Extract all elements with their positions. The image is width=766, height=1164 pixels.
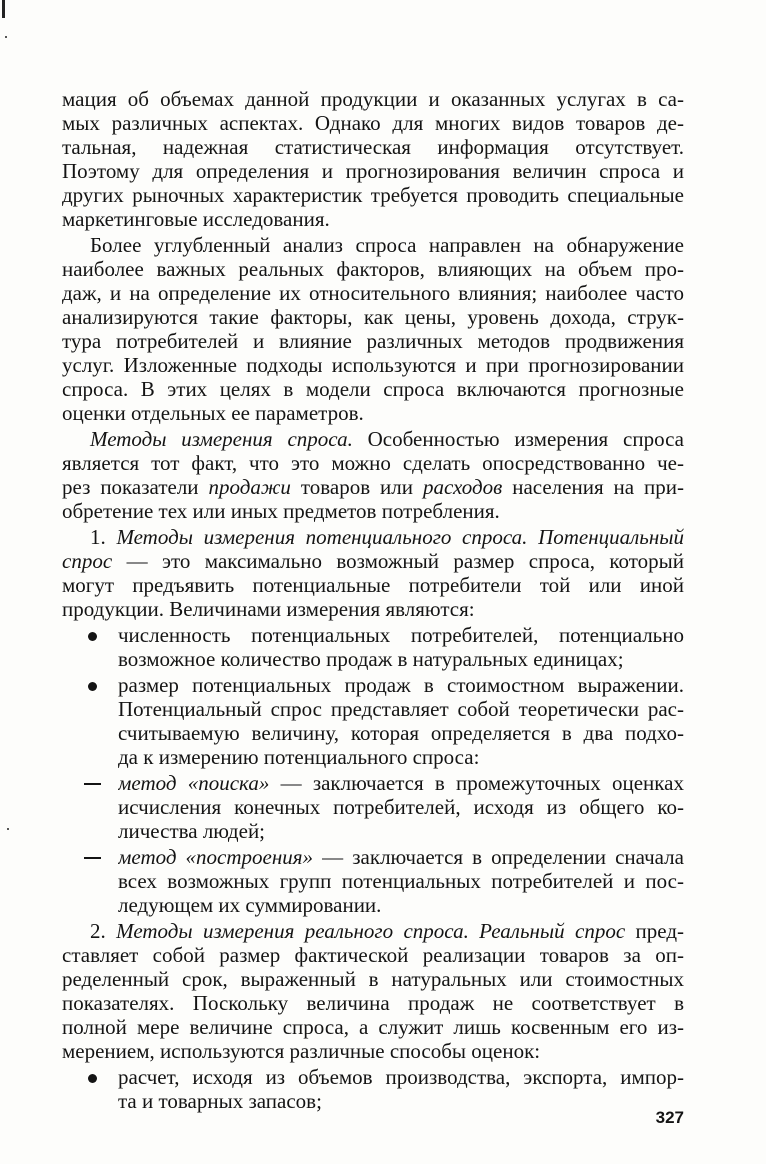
- italic-heading: Методы измерения потенциального спроса. Потенциальный: [116, 525, 684, 549]
- text-line: других рыночных характеристик требуется проводить специальные: [62, 183, 684, 207]
- italic-heading: Методы измерения спроса.: [90, 427, 353, 451]
- document-body: [62, 85, 684, 1113]
- text-line: личества людей;: [118, 819, 266, 843]
- text-line: полной мере величине спроса, а служит лишь косвенным его из-: [62, 1015, 684, 1039]
- text-line: [62, 475, 684, 499]
- text-line: обретение тех или иных предметов потребления.: [62, 499, 500, 523]
- paragraph-2: [62, 233, 684, 425]
- text-line: да к измерению потенциального спроса:: [118, 745, 480, 769]
- text-run: рез показатели: [62, 475, 209, 499]
- text-line: ределенный срок, выраженный в натуральных или стоимостных: [62, 967, 684, 991]
- text-line: наиболее важных реальных факторов, влияющих на объем про-: [62, 257, 684, 281]
- paragraph-4: [62, 525, 684, 621]
- text-line: спроса. В этих целях в модели спроса включаются прогнозные: [62, 377, 684, 401]
- text-line: тальная, надежная статистическая информация отсутствует.: [62, 135, 684, 159]
- text-line: ставляет собой размер фактической реализации товаров за оп-: [62, 943, 684, 967]
- scan-speck: [5, 36, 7, 38]
- text-line: ледующем их суммировании.: [118, 893, 382, 917]
- text-line: является тот факт, что это можно сделать опосредствованно че-: [62, 451, 684, 475]
- page-number: 327: [655, 1108, 684, 1127]
- text-line: оценки отдельных ее параметров.: [62, 401, 364, 425]
- text-line: Более углубленный анализ спроса направлен на обнаружение: [90, 233, 684, 257]
- text-line: Потенциальный спрос представляет собой теоретически рас-: [118, 697, 684, 721]
- list-number: 2.: [90, 919, 117, 943]
- text-run: — заключается в промежуточных оценках: [269, 771, 684, 795]
- italic-heading: Методы измерения реального спроса. Реальный спрос: [116, 919, 626, 943]
- text-run: — заключается в определении сначала: [313, 845, 684, 869]
- text-line: анализируются такие факторы, как цены, уровень дохода, струк-: [62, 305, 684, 329]
- text-run: — это максимально возможный размер спроса, который: [112, 549, 684, 573]
- text-run: Особенностью измерения спроса: [352, 427, 684, 451]
- paragraph-1: [62, 87, 684, 231]
- text-line: тура потребителей и влияние различных методов продвижения: [62, 329, 684, 353]
- text-line: размер потенциальных продаж в стоимостном выражении.: [118, 673, 684, 697]
- dash-item: [62, 845, 684, 917]
- scan-edge-mark: [2, 0, 5, 18]
- text-line: даж, и на определение их относительного влияния; наиболее часто: [62, 281, 684, 305]
- text-line: [62, 549, 684, 573]
- text-line: исчисления конечных потребителей, исходя из общего ко-: [118, 795, 684, 819]
- text-line: мых различных аспектах. Однако для многих видов товаров де-: [62, 111, 684, 135]
- text-line: [118, 845, 684, 869]
- text-line: [118, 771, 684, 795]
- list-number: 1.: [90, 525, 117, 549]
- text-line: мерением, используются различные способы оценок:: [62, 1039, 541, 1063]
- text-line: мация об объемах данной продукции и оказанных услугах в са-: [62, 87, 684, 111]
- text-line: считываемую величину, которая определяется в два подхо-: [118, 721, 684, 745]
- text-line: продукции. Величинами измерения являются:: [62, 597, 475, 621]
- text-line: численность потенциальных потребителей, потенциально: [118, 623, 684, 647]
- text-line: всех возможных групп потенциальных потребителей и пос-: [118, 869, 684, 893]
- bullet-item: [62, 673, 684, 769]
- text-line: маркетинговые исследования.: [62, 207, 330, 231]
- text-line: та и товарных запасов;: [118, 1089, 322, 1113]
- text-line: могут предъявить потенциальные потребители той или иной: [62, 573, 684, 597]
- paragraph-5: [62, 919, 684, 1063]
- text-line: показателях. Поскольку величина продаж не соответствует в: [62, 991, 684, 1015]
- paragraph-3: [62, 427, 684, 523]
- text-line: возможное количество продаж в натуральных единицах;: [118, 647, 624, 671]
- text-line: услуг. Изложенные подходы используются и при прогнозировании: [62, 353, 684, 377]
- italic-term: метод «построения»: [118, 845, 314, 869]
- bullet-item: [62, 623, 684, 671]
- text-line: [62, 525, 684, 549]
- dash-item: [62, 771, 684, 843]
- text-line: расчет, исходя из объемов производства, экспорта, импор-: [118, 1065, 684, 1089]
- text-run: пред-: [625, 919, 684, 943]
- text-line: Поэтому для определения и прогнозирования величин спроса и: [62, 159, 684, 183]
- italic-term: метод «поиска»: [118, 771, 270, 795]
- bullet-item: [62, 1065, 684, 1113]
- italic-term: расходов: [422, 475, 503, 499]
- text-line: [62, 919, 684, 943]
- text-run: населения на при-: [502, 475, 684, 499]
- italic-term: спрос: [62, 549, 113, 573]
- italic-term: продажи: [208, 475, 291, 499]
- text-line: [62, 427, 684, 451]
- scan-speck: [7, 828, 9, 830]
- text-run: товаров или: [290, 475, 423, 499]
